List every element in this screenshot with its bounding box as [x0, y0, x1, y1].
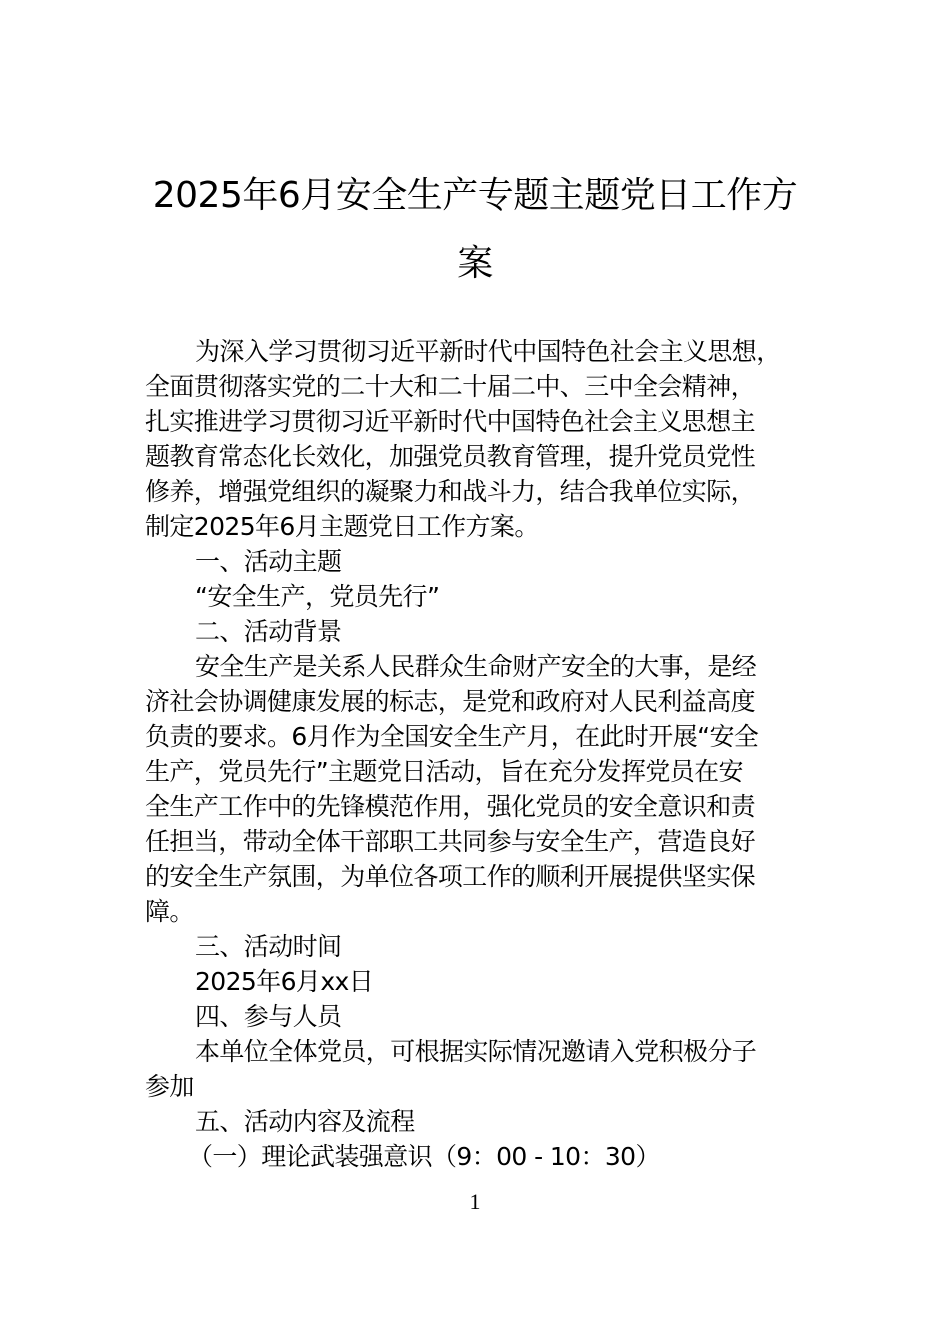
background-paragraph-line: 负责的要求。6月作为全国安全生产月，在此时开展“安全 — [145, 722, 759, 751]
section-heading-theme: 一、活动主题 — [195, 547, 342, 576]
theme-text: “安全生产，党员先行” — [195, 582, 440, 611]
section-heading-background: 二、活动背景 — [195, 617, 342, 646]
background-paragraph-line: 的安全生产氛围，为单位各项工作的顺利开展提供坚实保 — [145, 862, 756, 891]
background-paragraph-line: 任担当，带动全体干部职工共同参与安全生产，营造良好 — [145, 827, 756, 856]
section-heading-content: 五、活动内容及流程 — [195, 1107, 415, 1136]
intro-paragraph-line: 扎实推进学习贯彻习近平新时代中国特色社会主义思想主 — [145, 407, 756, 436]
background-paragraph-line: 全生产工作中的先锋模范作用，强化党员的安全意识和责 — [145, 792, 756, 821]
activity-date: 2025年6月xx日 — [195, 967, 374, 996]
intro-paragraph-line: 题教育常态化长效化，加强党员教育管理，提升党员党性 — [145, 442, 756, 471]
background-paragraph-line: 安全生产是关系人民群众生命财产安全的大事，是经 — [195, 652, 757, 681]
intro-paragraph-line: 为深入学习贯彻习近平新时代中国特色社会主义思想， — [195, 337, 781, 366]
intro-paragraph-line: 修养，增强党组织的凝聚力和战斗力，结合我单位实际， — [145, 477, 756, 506]
document-title-line-2: 案 — [457, 243, 493, 284]
document-title-line-1: 2025年6月安全生产专题主题党日工作方 — [152, 175, 798, 216]
subsection-heading-theory: （一）理论武装强意识（9：00 - 10：30） — [188, 1142, 660, 1171]
background-paragraph-line: 济社会协调健康发展的标志，是党和政府对人民利益高度 — [145, 687, 756, 716]
section-heading-time: 三、活动时间 — [195, 932, 342, 961]
page-number: 1 — [469, 1189, 481, 1214]
participants-text-line: 本单位全体党员，可根据实际情况邀请入党积极分子 — [195, 1037, 757, 1066]
background-paragraph-line: 障。 — [145, 897, 194, 926]
intro-paragraph-line: 全面贯彻落实党的二十大和二十届二中、三中全会精神， — [145, 372, 756, 401]
intro-paragraph-line: 制定2025年6月主题党日工作方案。 — [145, 512, 539, 541]
section-heading-participants: 四、参与人员 — [195, 1002, 342, 1031]
background-paragraph-line: 生产，党员先行”主题党日活动，旨在充分发挥党员在安 — [145, 757, 743, 786]
participants-text-line: 参加 — [145, 1072, 194, 1101]
